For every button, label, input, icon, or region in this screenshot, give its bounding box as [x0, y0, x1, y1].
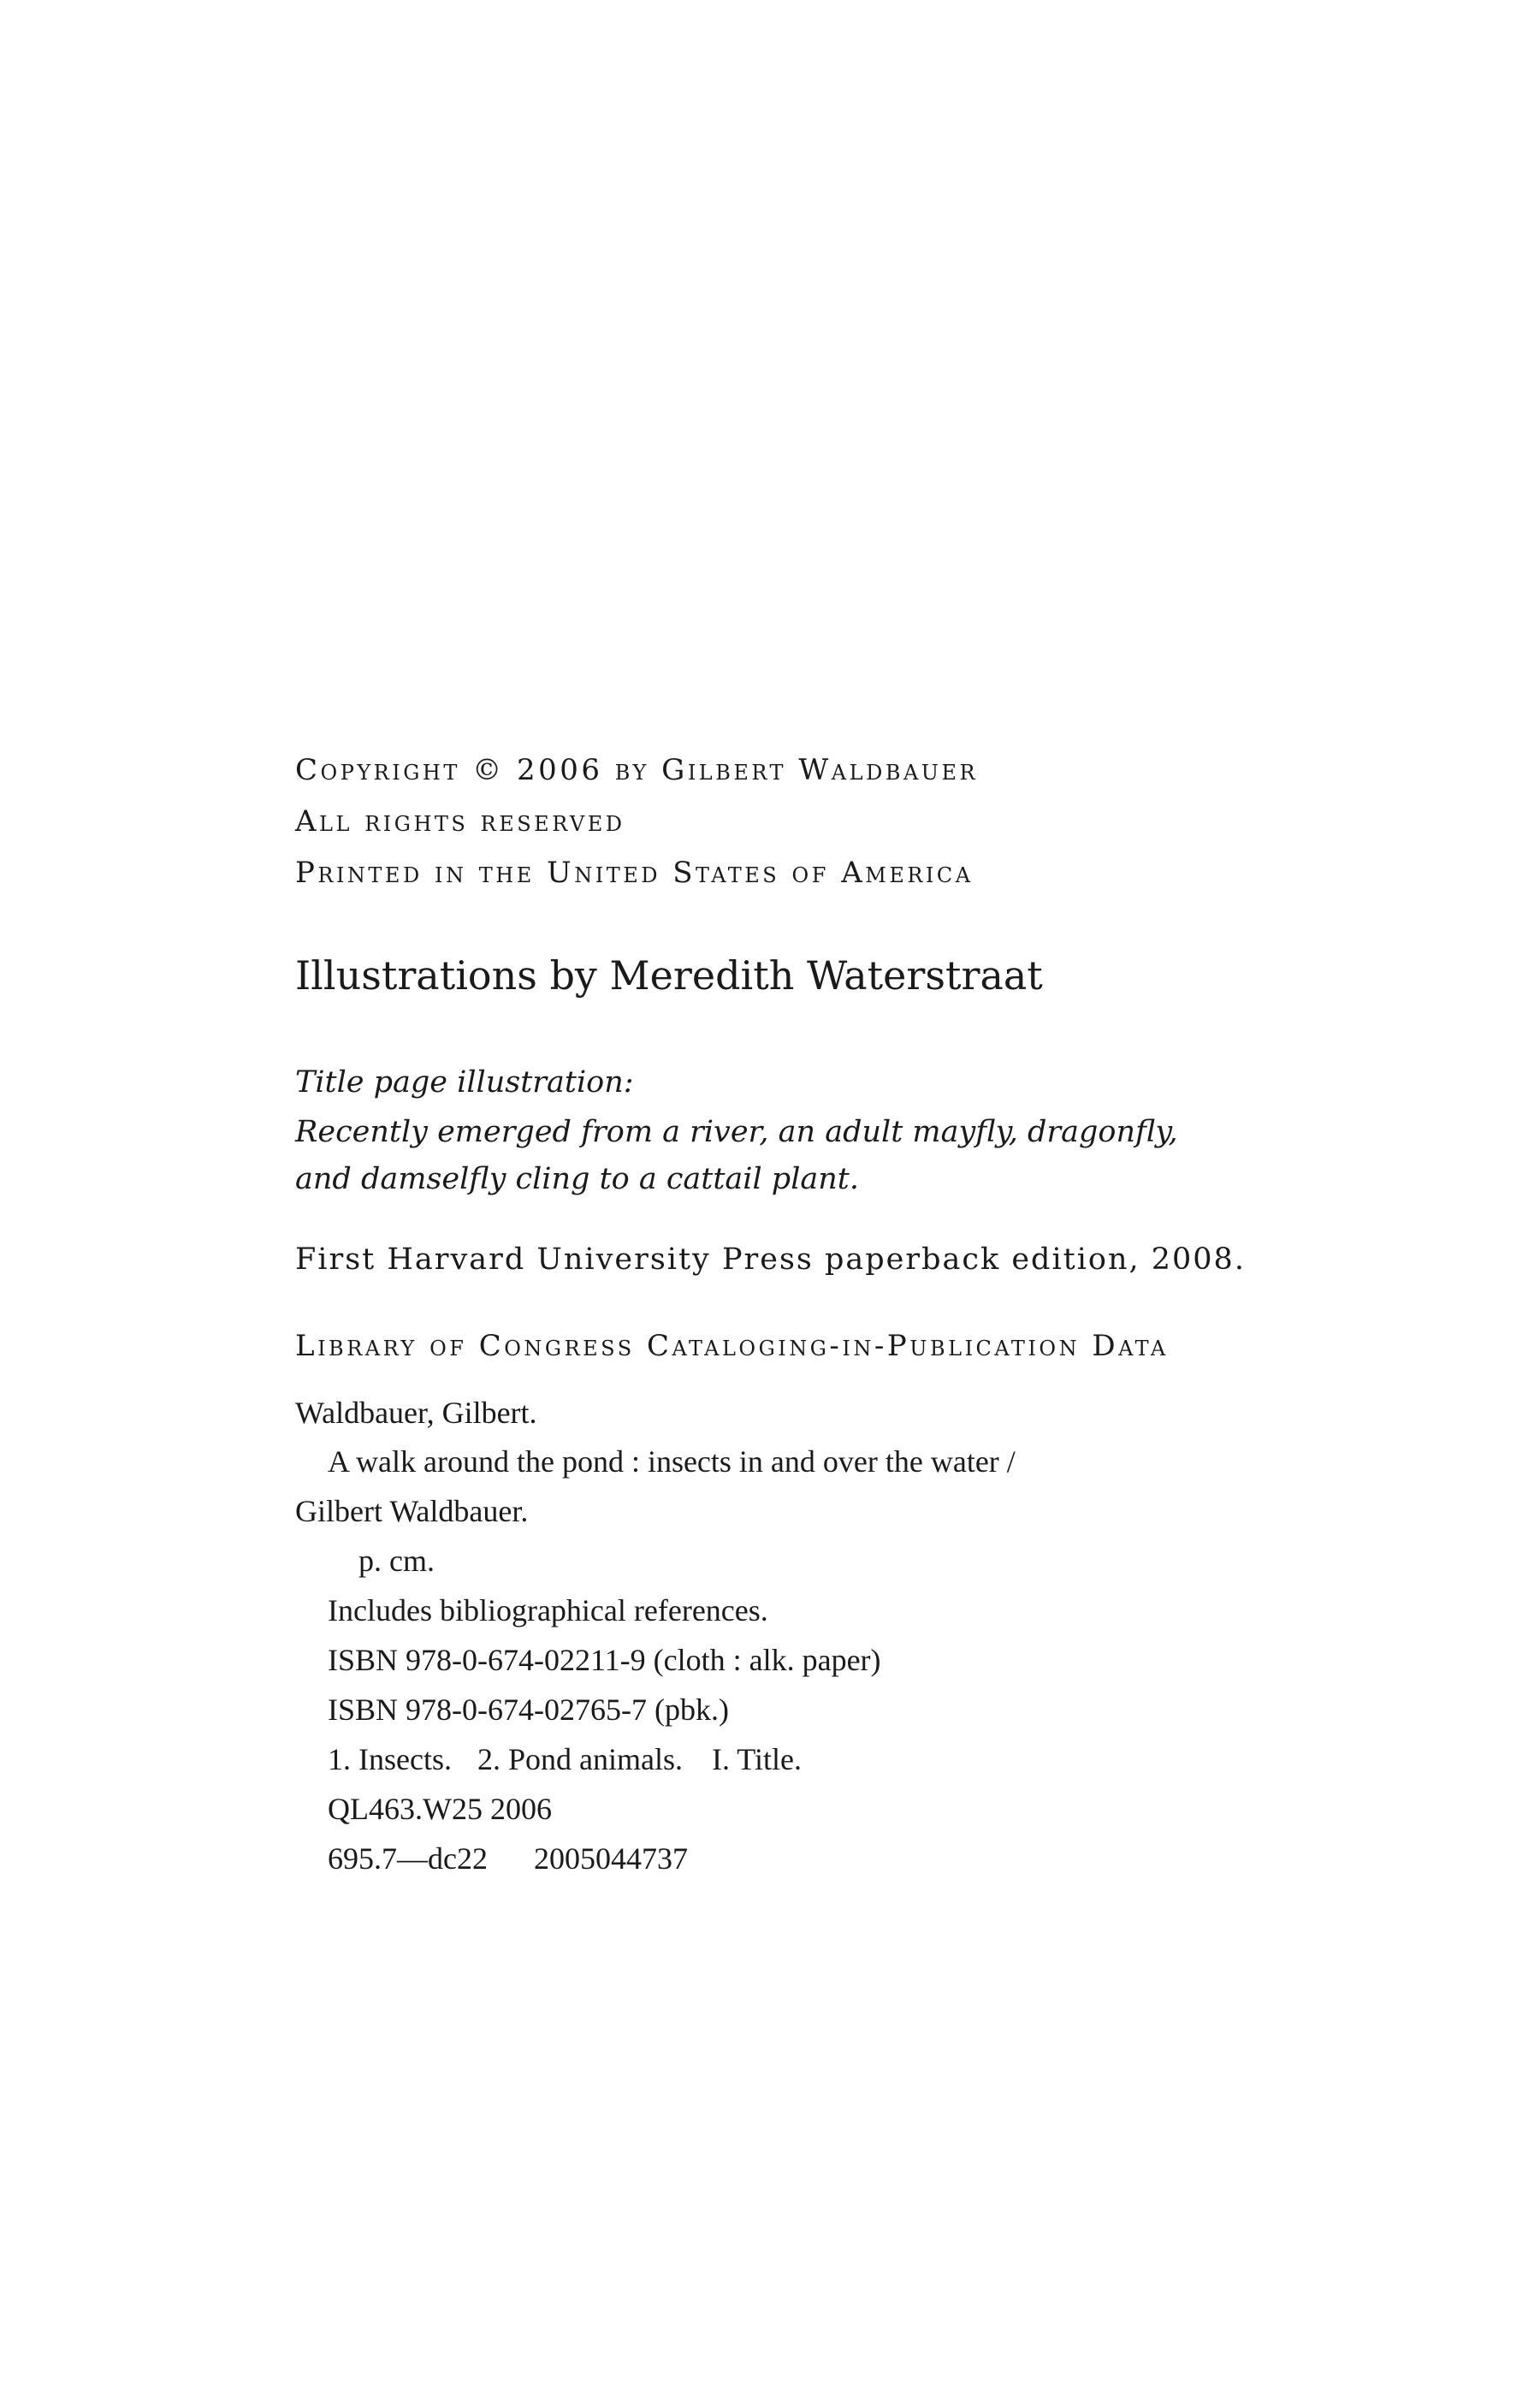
cip-subject-1: 1. Insects. [328, 1742, 452, 1776]
copyright-line: Copyright © 2006 by Gilbert Waldbauer [295, 753, 979, 787]
cip-subjects [328, 1741, 802, 1777]
cip-pages: p. cm. [358, 1544, 435, 1578]
cip-notes: Includes bibliographical references. [328, 1593, 768, 1627]
printed-in-line: Printed in the United States of America [295, 856, 974, 890]
cip-subject-2: 2. Pond animals. [477, 1742, 683, 1776]
cip-isbn-pbk: ISBN 978-0-674-02765-7 (pbk.) [328, 1693, 729, 1727]
cip-dewey: 695.7—dc22 [328, 1841, 488, 1876]
cip-classification [328, 1841, 688, 1876]
rights-reserved-line: All rights reserved [295, 804, 625, 839]
cip-heading: Library of Congress Cataloging-in-Publication Data [295, 1329, 1169, 1363]
cip-title-line2: Gilbert Waldbauer. [295, 1494, 529, 1528]
title-illustration-heading: Title page illustration: [295, 1065, 634, 1100]
cip-lc-class: QL463.W25 2006 [328, 1792, 552, 1826]
cip-subject-title: I. Title. [711, 1742, 803, 1776]
illustrations-credit: Illustrations by Meredith Waterstraat [295, 952, 1043, 999]
cip-title-line1: A walk around the pond : insects in and over the water / [328, 1444, 1016, 1479]
cip-lccn: 2005044737 [533, 1841, 688, 1876]
title-illustration-caption-line1: Recently emerged from a river, an adult mayfly, dragonfly, [295, 1115, 1178, 1149]
cip-author: Waldbauer, Gilbert. [295, 1396, 537, 1430]
title-illustration-caption-line2: and damselfly cling to a cattail plant. [295, 1162, 860, 1196]
edition-statement: First Harvard University Press paperback edition, 2008. [295, 1242, 1246, 1277]
cip-isbn-cloth: ISBN 978-0-674-02211-9 (cloth : alk. paper) [328, 1643, 881, 1677]
